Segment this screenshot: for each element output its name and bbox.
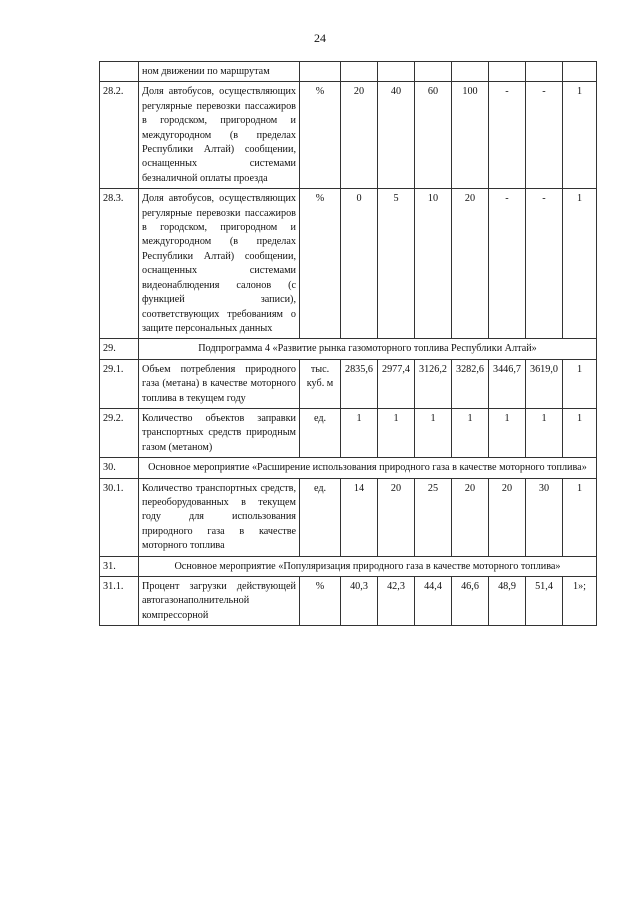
unit-cell: % — [300, 82, 341, 189]
value-cell: 20 — [489, 478, 526, 556]
value-cell: 2977,4 — [378, 359, 415, 408]
row-number: 30.1. — [100, 478, 139, 556]
value-cell: 40,3 — [341, 577, 378, 626]
indicator-name: Количество транспортных средств, переоборудованных в текущем году для использования природного газа в качестве моторного топлива — [139, 478, 300, 556]
value-cell: 10 — [415, 189, 452, 339]
row-number: 28.3. — [100, 189, 139, 339]
value-cell — [378, 62, 415, 82]
value-cell: 42,3 — [378, 577, 415, 626]
value-cell: 1 — [563, 359, 597, 408]
value-cell: - — [526, 189, 563, 339]
table-row — [100, 359, 597, 408]
value-cell: 44,4 — [415, 577, 452, 626]
value-cell: - — [489, 189, 526, 339]
row-number: 31. — [100, 556, 139, 576]
section-title: Подпрограмма 4 «Развитие рынка газомоторного топлива Республики Алтай» — [139, 339, 597, 359]
section-row — [100, 339, 597, 359]
value-cell: 40 — [378, 82, 415, 189]
row-number: 29.1. — [100, 359, 139, 408]
value-cell: 1 — [563, 82, 597, 189]
value-cell: 3126,2 — [415, 359, 452, 408]
value-cell — [341, 62, 378, 82]
value-cell: 5 — [378, 189, 415, 339]
indicator-name: Количество объектов заправки транспортных средств природным газом (метаном) — [139, 408, 300, 457]
value-cell: 1 — [378, 408, 415, 457]
value-cell: 2835,6 — [341, 359, 378, 408]
value-cell: 3282,6 — [452, 359, 489, 408]
value-cell: 1 — [452, 408, 489, 457]
table-row — [100, 408, 597, 457]
section-row — [100, 458, 597, 478]
section-title: Основное мероприятие «Популяризация природного газа в качестве моторного топлива» — [139, 556, 597, 576]
row-number: 28.2. — [100, 82, 139, 189]
value-cell: 30 — [526, 478, 563, 556]
value-cell: 20 — [452, 478, 489, 556]
value-cell: 1 — [563, 408, 597, 457]
value-cell: 1 — [563, 189, 597, 339]
value-cell: 14 — [341, 478, 378, 556]
value-cell: - — [489, 82, 526, 189]
table-row — [100, 82, 597, 189]
indicator-name: Доля автобусов, осуществляющих регулярные перевозки пассажиров в городском, пригородном и междугородном (в пределах Республики Алтай) сообщении, оснащенных системами видеонаблюдения салонов (с функцией записи), соответствующих требованиям о защите персональных данных — [139, 189, 300, 339]
value-cell — [415, 62, 452, 82]
unit-cell: ед. — [300, 408, 341, 457]
value-cell: 20 — [341, 82, 378, 189]
value-cell: 46,6 — [452, 577, 489, 626]
row-number: 30. — [100, 458, 139, 478]
value-cell: 51,4 — [526, 577, 563, 626]
row-number: 31.1. — [100, 577, 139, 626]
value-cell: 0 — [341, 189, 378, 339]
row-number: 29. — [100, 339, 139, 359]
unit-cell: % — [300, 577, 341, 626]
indicator-name: ном движении по маршрутам — [139, 62, 300, 82]
value-cell: 48,9 — [489, 577, 526, 626]
indicator-name: Объем потребления природного газа (метана) в качестве моторного топлива в текущем году — [139, 359, 300, 408]
value-cell: 1 — [415, 408, 452, 457]
value-cell: 60 — [415, 82, 452, 189]
section-row — [100, 556, 597, 576]
value-cell — [563, 62, 597, 82]
value-cell: 3619,0 — [526, 359, 563, 408]
section-title: Основное мероприятие «Расширение использования природного газа в качестве моторного топлива» — [139, 458, 597, 478]
value-cell — [452, 62, 489, 82]
table-row — [100, 577, 597, 626]
table-row — [100, 478, 597, 556]
table-row — [100, 62, 597, 82]
value-cell: 3446,7 — [489, 359, 526, 408]
page-number: 24 — [314, 31, 326, 45]
value-cell: 100 — [452, 82, 489, 189]
value-cell: 25 — [415, 478, 452, 556]
value-cell: - — [526, 82, 563, 189]
value-cell: 20 — [452, 189, 489, 339]
value-cell — [489, 62, 526, 82]
value-cell: 1 — [489, 408, 526, 457]
value-cell: 1 — [563, 478, 597, 556]
indicator-name: Доля автобусов, осуществляющих регулярные перевозки пассажиров в городском, пригородном и междугородном (в пределах Республики Алтай) сообщении, оснащенных системами безналичной оплаты проезда — [139, 82, 300, 189]
value-cell: 1 — [341, 408, 378, 457]
indicator-name: Процент загрузки действующей автогазонаполнительной компрессорной — [139, 577, 300, 626]
unit-cell: тыс. куб. м — [300, 359, 341, 408]
table-row — [100, 189, 597, 339]
unit-cell: % — [300, 189, 341, 339]
row-number — [100, 62, 139, 82]
value-cell: 1 — [526, 408, 563, 457]
indicators-table — [99, 61, 597, 626]
unit-cell — [300, 62, 341, 82]
value-cell: 20 — [378, 478, 415, 556]
value-cell — [526, 62, 563, 82]
row-number: 29.2. — [100, 408, 139, 457]
value-cell: 1»; — [563, 577, 597, 626]
unit-cell: ед. — [300, 478, 341, 556]
